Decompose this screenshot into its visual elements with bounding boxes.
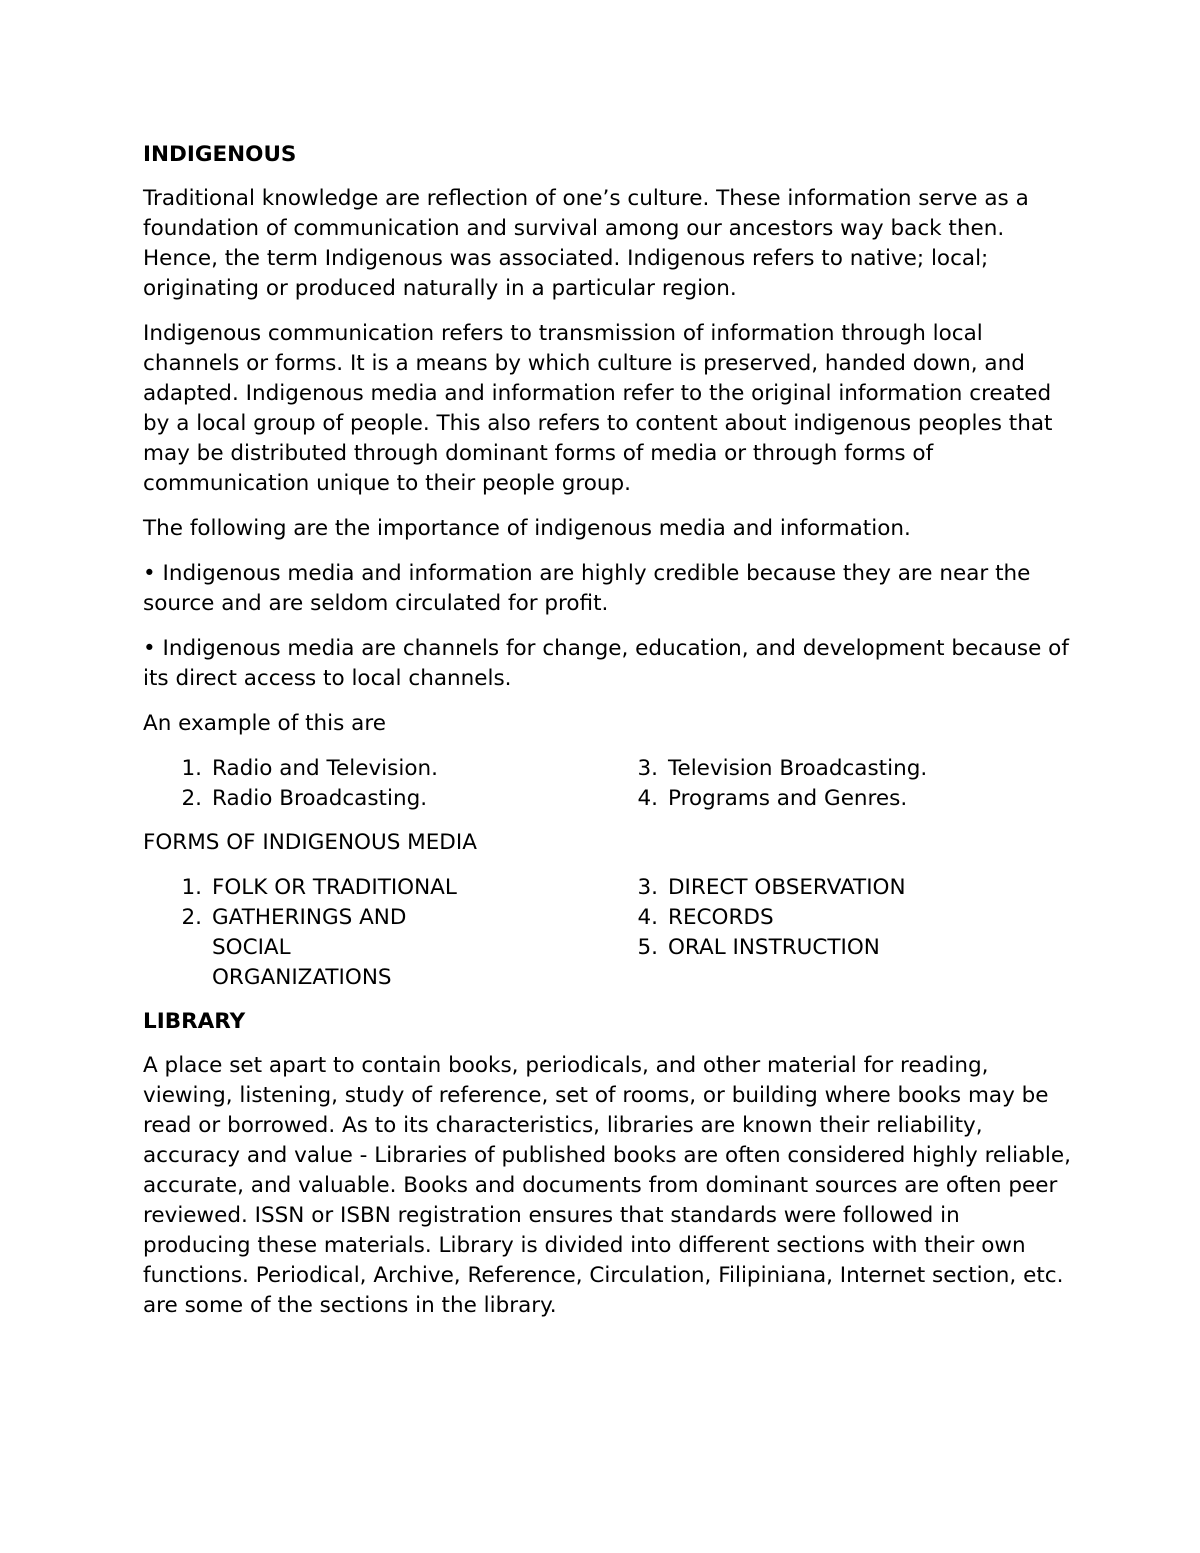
list-item <box>608 933 1073 963</box>
list-number: 3. <box>637 875 658 900</box>
list-text: ORAL INSTRUCTION <box>668 935 880 960</box>
list-text: GATHERINGS AND SOCIAL ORGANIZATIONS <box>212 905 407 990</box>
indigenous-paragraph-1: Traditional knowledge are reflection of one’s culture. These information serve as a foundation of communication and survival among our ancestors way back then. Hence, the term Indigenous was associated. Indigenous refers to native; local; originating or produced naturally in a particular region. <box>143 186 1029 301</box>
forms-list <box>143 873 1073 993</box>
examples-list-left <box>143 754 608 814</box>
importance-intro: The following are the importance of indigenous media and information. <box>143 516 911 541</box>
forms-list-left <box>143 873 608 993</box>
forms-heading: FORMS OF INDIGENOUS MEDIA <box>143 830 477 855</box>
list-item <box>143 903 608 993</box>
importance-bullet-1: • Indigenous media and information are highly credible because they are near the source and are seldom circulated for profit. <box>143 561 1031 616</box>
examples-list <box>143 754 1073 814</box>
list-text: FOLK OR TRADITIONAL <box>212 875 457 900</box>
indigenous-heading: INDIGENOUS <box>143 142 297 167</box>
list-number: 5. <box>637 935 658 960</box>
list-number: 3. <box>637 756 658 781</box>
forms-list-right <box>608 873 1073 993</box>
list-item <box>608 873 1073 903</box>
list-text: Television Broadcasting. <box>668 756 928 781</box>
library-heading: LIBRARY <box>143 1009 246 1034</box>
list-number: 1. <box>181 875 202 900</box>
list-number: 2. <box>181 905 202 930</box>
indigenous-paragraph-2: Indigenous communication refers to transmission of information through local channels or forms. It is a means by which culture is preserved, handed down, and adapted. Indigenous media and information refer to the original information created by a local group of people. This also refers to content about indigenous peoples that may be distributed through dominant forms of media or through forms of communication unique to their people group. <box>143 321 1053 496</box>
example-intro: An example of this are <box>143 711 386 736</box>
list-text: Radio Broadcasting. <box>212 786 428 811</box>
list-item <box>608 903 1073 933</box>
list-number: 4. <box>637 905 658 930</box>
list-item <box>143 784 608 814</box>
list-number: 1. <box>181 756 202 781</box>
document-page <box>143 140 1073 1336</box>
examples-list-right <box>608 754 1073 814</box>
list-text: RECORDS <box>668 905 774 930</box>
list-item <box>143 754 608 784</box>
list-text: Radio and Television. <box>212 756 438 781</box>
importance-bullet-2: • Indigenous media are channels for change, education, and development because of its direct access to local channels. <box>143 636 1069 691</box>
list-text: DIRECT OBSERVATION <box>668 875 906 900</box>
list-number: 4. <box>637 786 658 811</box>
list-number: 2. <box>181 786 202 811</box>
list-item <box>608 754 1073 784</box>
library-paragraph: A place set apart to contain books, periodicals, and other material for reading, viewing, listening, study of reference, set of rooms, or building where books may be read or borrowed. As to its characteristics, libraries are known their reliability, accuracy and value - Libraries of published books are often considered highly reliable, accurate, and valuable. Books and documents from dominant sources are often peer reviewed. ISSN or ISBN registration ensures that standards were followed in producing these materials. Library is divided into different sections with their own functions. Periodical, Archive, Reference, Circulation, Filipiniana, Internet section, etc. are some of the sections in the library. <box>143 1053 1071 1318</box>
list-item <box>608 784 1073 814</box>
list-text: Programs and Genres. <box>668 786 908 811</box>
list-item <box>143 873 608 903</box>
